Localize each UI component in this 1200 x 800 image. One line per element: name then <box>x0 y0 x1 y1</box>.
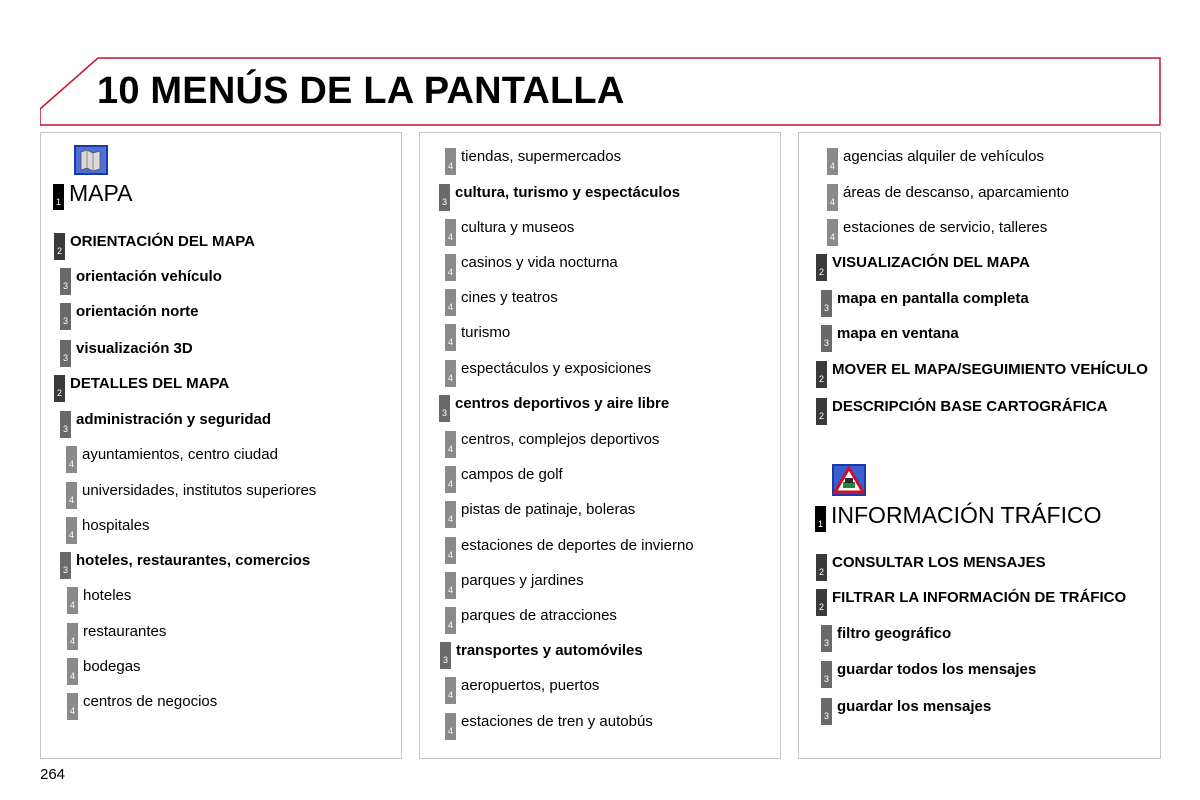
level-badge: 1 <box>815 506 826 532</box>
menu-item-label: cines y teatros <box>461 289 558 306</box>
menu-item-label: centros deportivos y aire libre <box>455 395 670 412</box>
level-badge: 3 <box>439 184 450 211</box>
level-badge: 3 <box>60 411 71 438</box>
menu-item-label: estaciones de deportes de invierno <box>461 537 694 554</box>
menu-item-label: universidades, institutos superiores <box>82 482 317 499</box>
menu-item-label: filtro geográfico <box>837 625 952 642</box>
map-icon <box>74 145 108 175</box>
level-badge: 2 <box>54 375 65 402</box>
menu-item-label: estaciones de tren y autobús <box>461 713 653 730</box>
menu-item-label: DESCRIPCIÓN BASE CARTOGRÁFICA <box>832 398 1108 415</box>
menu-item-label: guardar todos los mensajes <box>837 661 1037 678</box>
level-badge: 3 <box>60 552 71 579</box>
level-badge: 4 <box>827 184 838 211</box>
menu-item-label: casinos y vida nocturna <box>461 254 618 271</box>
menu-item-label: cultura, turismo y espectáculos <box>455 184 681 201</box>
menu-item-label: visualización 3D <box>76 340 193 357</box>
menu-item-label: DETALLES DEL MAPA <box>70 375 230 392</box>
level-badge: 4 <box>67 587 78 614</box>
menu-item-label: cultura y museos <box>461 219 575 236</box>
menu-item-label: MOVER EL MAPA/SEGUIMIENTO VEHÍCULO <box>832 361 1148 378</box>
level-badge: 3 <box>440 642 451 669</box>
level-badge: 4 <box>445 572 456 599</box>
level-badge: 2 <box>816 398 827 425</box>
level-badge: 4 <box>445 501 456 528</box>
menu-item-label: pistas de patinaje, boleras <box>461 501 636 518</box>
level-badge: 4 <box>445 466 456 493</box>
menu-item-label: espectáculos y exposiciones <box>461 360 652 377</box>
menu-item-label: agencias alquiler de vehículos <box>843 148 1044 165</box>
menu-item-label: áreas de descanso, aparcamiento <box>843 184 1069 201</box>
level-badge: 4 <box>445 289 456 316</box>
menu-item-label: hoteles, restaurantes, comercios <box>76 552 311 569</box>
level-badge: 4 <box>445 537 456 564</box>
menu-item-label: campos de golf <box>461 466 563 483</box>
level-badge: 4 <box>66 446 77 473</box>
level-badge: 4 <box>445 219 456 246</box>
level-badge: 3 <box>60 303 71 330</box>
level-badge: 4 <box>445 360 456 387</box>
menu-item-label: parques de atracciones <box>461 607 617 624</box>
menu-item-label: ORIENTACIÓN DEL MAPA <box>70 233 256 250</box>
level-badge: 4 <box>445 713 456 740</box>
level-badge: 3 <box>821 661 832 688</box>
menu-item-label: centros de negocios <box>83 693 218 710</box>
menu-item-label: tiendas, supermercados <box>461 148 622 165</box>
page-title: 10 MENÚS DE LA PANTALLA <box>97 70 625 112</box>
level-badge: 3 <box>439 395 450 422</box>
level-badge: 4 <box>445 607 456 634</box>
menu-item-label: parques y jardines <box>461 572 584 589</box>
menu-item-label: FILTRAR LA INFORMACIÓN DE TRÁFICO <box>832 589 1127 606</box>
level-badge: 4 <box>67 623 78 650</box>
level-badge: 2 <box>816 254 827 281</box>
menu-item-label: administración y seguridad <box>76 411 272 428</box>
menu-item-label: VISUALIZACIÓN DEL MAPA <box>832 254 1030 271</box>
menu-item-label: guardar los mensajes <box>837 698 992 715</box>
level-badge: 3 <box>821 625 832 652</box>
level-badge: 4 <box>827 219 838 246</box>
menu-item-label: mapa en ventana <box>837 325 959 342</box>
level-badge: 4 <box>67 693 78 720</box>
level-badge: 2 <box>54 233 65 260</box>
level-badge: 3 <box>60 268 71 295</box>
menu-item-label: restaurantes <box>83 623 167 640</box>
menu-item-label: orientación norte <box>76 303 199 320</box>
menu-item-label: CONSULTAR LOS MENSAJES <box>832 554 1046 571</box>
menu-item-label: turismo <box>461 324 511 341</box>
menu-item-label: bodegas <box>83 658 141 675</box>
level-badge: 4 <box>827 148 838 175</box>
title-bar <box>40 57 1161 127</box>
level-badge: 4 <box>66 517 77 544</box>
menu-item-label: aeropuertos, puertos <box>461 677 600 694</box>
level-badge: 4 <box>66 482 77 509</box>
level-badge: 4 <box>445 324 456 351</box>
level-badge: 2 <box>816 589 827 616</box>
level-badge: 2 <box>816 361 827 388</box>
menu-item-label: MAPA <box>69 180 133 206</box>
menu-item-label: INFORMACIÓN TRÁFICO <box>831 502 1102 528</box>
traffic-warning-icon <box>832 464 866 494</box>
page-number: 264 <box>40 766 66 783</box>
menu-item-label: ayuntamientos, centro ciudad <box>82 446 278 463</box>
menu-item-label: mapa en pantalla completa <box>837 290 1029 307</box>
level-badge: 1 <box>53 184 64 210</box>
level-badge: 3 <box>60 340 71 367</box>
level-badge: 4 <box>67 658 78 685</box>
level-badge: 2 <box>816 554 827 581</box>
menu-item-label: hospitales <box>82 517 150 534</box>
level-badge: 3 <box>821 698 832 725</box>
level-badge: 4 <box>445 254 456 281</box>
level-badge: 4 <box>445 677 456 704</box>
menu-item-label: orientación vehículo <box>76 268 222 285</box>
level-badge: 3 <box>821 290 832 317</box>
menu-item-label: hoteles <box>83 587 132 604</box>
level-badge: 4 <box>445 431 456 458</box>
menu-item-label: transportes y automóviles <box>456 642 643 659</box>
menu-item-label: centros, complejos deportivos <box>461 431 660 448</box>
menu-item-label: estaciones de servicio, talleres <box>843 219 1048 236</box>
level-badge: 3 <box>821 325 832 352</box>
level-badge: 4 <box>445 148 456 175</box>
